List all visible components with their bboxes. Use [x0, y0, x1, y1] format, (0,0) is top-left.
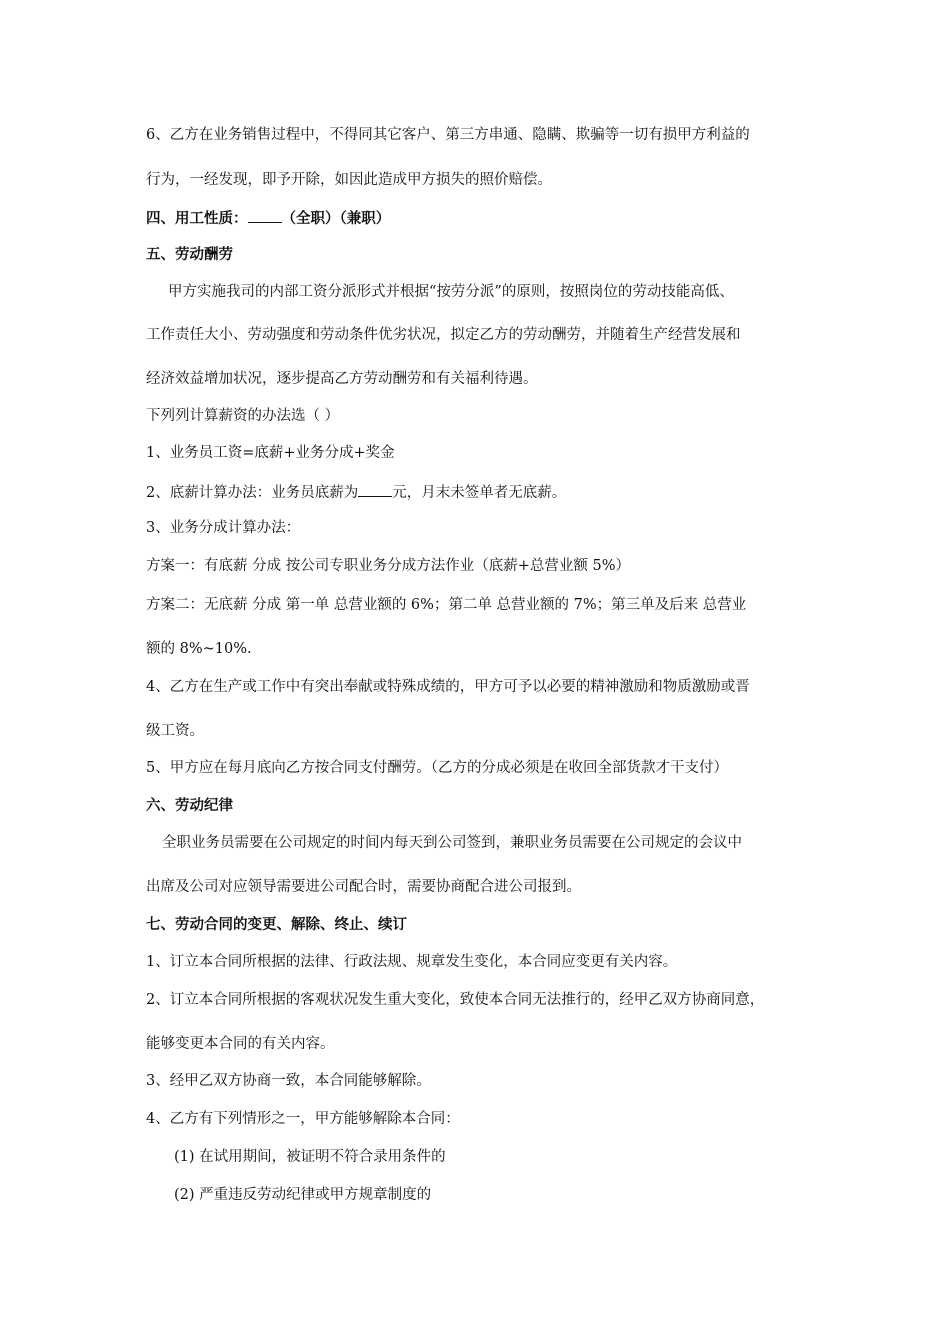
section-5-heading: 五、劳动酬劳 [146, 246, 233, 263]
salary-item-4-line-2: 级工资。 [146, 723, 204, 739]
contract-item-2-line-1: 2、订立本合同所根据的客观状况发生重大变化，致使本合同无法推行的，经甲乙双方协商同意， [146, 992, 765, 1008]
clause-6-line-2: 行为，一经发现，即予开除，如因此造成甲方损失的照价赔偿。 [146, 172, 552, 188]
contract-item-4-sub-1: (1) 在试用期间，被证明不符合录用条件的 [174, 1149, 446, 1165]
document-page [146, 0, 826, 1344]
section-6-para-line-1: 全职业务员需要在公司规定的时间内每天到公司签到，兼职业务员需要在公司规定的会议中 [162, 835, 742, 851]
salary-item-4-line-1: 4、乙方在生产或工作中有突出奉献或特殊成绩的，甲方可予以必要的精神激励和物质激励或晋 [146, 679, 750, 695]
plan-1: 方案一：有底薪 分成 按公司专职业务分成方法作业（底薪+总营业额 5%） [146, 558, 630, 574]
contract-item-4-sub-2: (2) 严重违反劳动纪律或甲方规章制度的 [174, 1187, 432, 1203]
section-5-para-line-3: 经济效益增加状况，逐步提高乙方劳动酬劳和有关福利待遇。 [146, 371, 538, 387]
contract-item-3: 3、经甲乙双方协商一致，本合同能够解除。 [146, 1073, 431, 1089]
salary-item-2-prefix: 2、底薪计算办法：业务员底薪为 [146, 485, 359, 501]
salary-item-3: 3、业务分成计算办法： [146, 520, 301, 536]
plan-2-line-1: 方案二：无底薪 分成 第一单 总营业额的 6%；第二单 总营业额的 7%；第三单及后来 总营业 [146, 597, 747, 613]
salary-item-1: 1、业务员工资=底薪+业务分成+奖金 [146, 445, 395, 461]
plan-2-line-2: 额的 8%~10%. [146, 641, 252, 657]
base-salary-blank [358, 481, 392, 497]
contract-item-1: 1、订立本合同所根据的法律、行政法规、规章发生变化，本合同应变更有关内容。 [146, 954, 678, 970]
section-5-para-line-2: 工作责任大小、劳动强度和劳动条件优劣状况，拟定乙方的劳动酬劳，并随着生产经营发展和 [146, 327, 741, 343]
clause-6-line-1: 6、乙方在业务销售过程中，不得同其它客户、第三方串通、隐瞒、欺骗等一切有损甲方利益的 [146, 127, 750, 143]
section-7-heading: 七、劳动合同的变更、解除、终止、续订 [146, 916, 407, 933]
salary-method-prompt: 下列列计算薪资的办法选（ ） [146, 408, 340, 424]
section-4-options: （全职）（兼职） [281, 210, 391, 227]
contract-item-4: 4、乙方有下列情形之一，甲方能够解除本合同： [146, 1111, 460, 1127]
section-6-para-line-2: 出席及公司对应领导需要进公司配合时，需要协商配合进公司报到。 [146, 879, 581, 895]
salary-item-5: 5、甲方应在每月底向乙方按合同支付酬劳。（乙方的分成必须是在收回全部货款才干支付） [146, 760, 728, 776]
salary-item-2-suffix: 元，月末未签单者无底薪。 [392, 485, 567, 501]
section-4-label: 四、用工性质： [146, 210, 248, 227]
employment-type-blank [248, 207, 282, 223]
section-5-para-line-1: 甲方实施我司的内部工资分派形式并根据“按劳分派”的原则，按照岗位的劳动技能高低、 [168, 284, 734, 300]
salary-item-2 [146, 481, 566, 501]
section-4-heading [146, 207, 390, 227]
section-6-heading: 六、劳动纪律 [146, 797, 233, 814]
contract-item-2-line-2: 能够变更本合同的有关内容。 [146, 1036, 335, 1052]
